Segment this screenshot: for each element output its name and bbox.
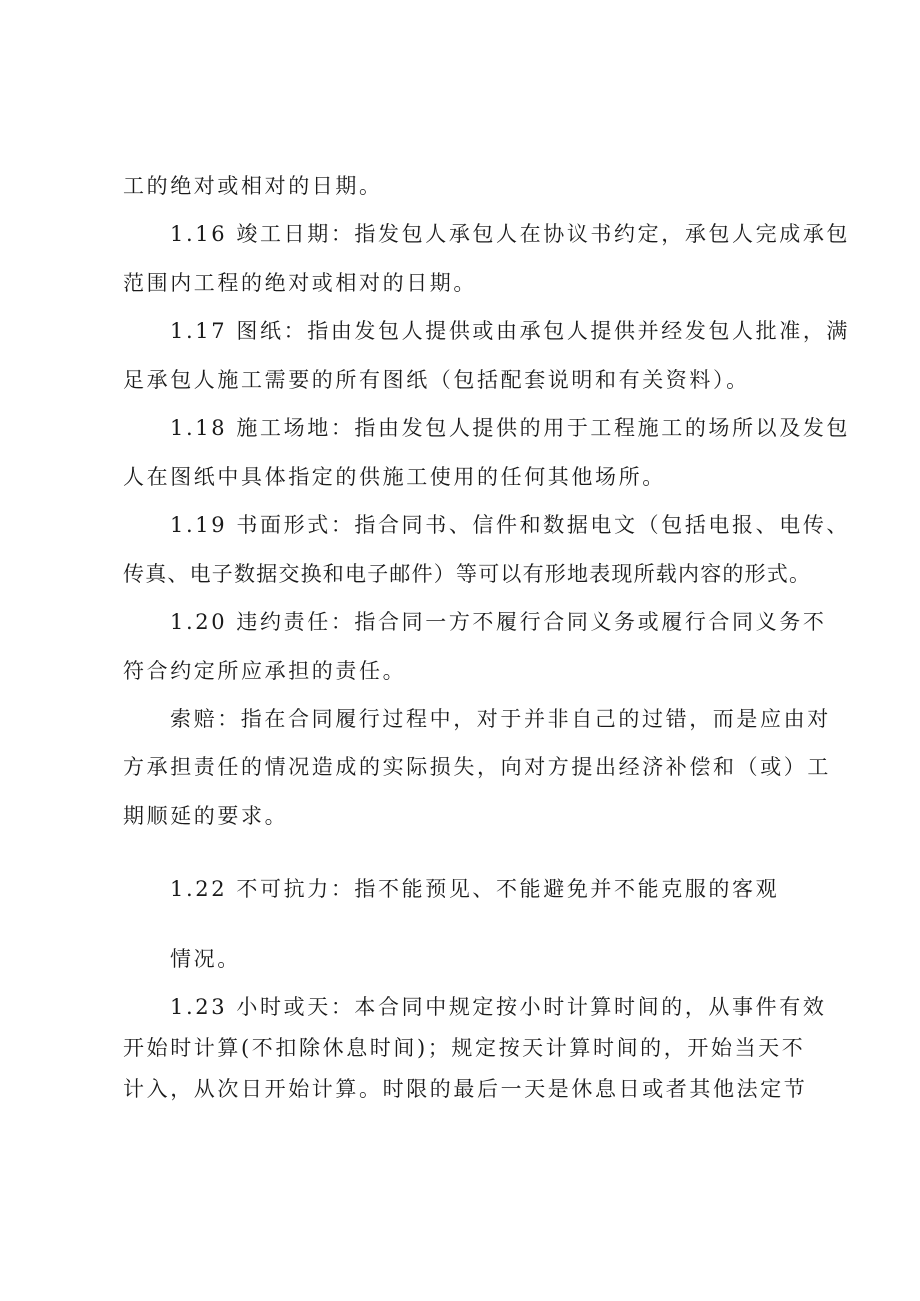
text-line: 1.23 小时或天：本合同中规定按小时计算时间的，从事件有效	[170, 995, 827, 1019]
text-line: 1.17 图纸：指由发包人提供或由承包人提供并经发包人批准，满	[170, 319, 851, 343]
text-line: 1.20 违约责任：指合同一方不履行合同义务或履行合同义务不	[170, 610, 827, 634]
text-line: 1.16 竣工日期：指发包人承包人在协议书约定，承包人完成承包	[170, 222, 851, 246]
text-line: 工的绝对或相对的日期。	[123, 174, 383, 198]
text-line: 范围内工程的绝对或相对的日期。	[123, 271, 477, 295]
text-line: 人在图纸中具体指定的供施工使用的任何其他场所。	[123, 465, 666, 489]
text-line: 1.19 书面形式：指合同书、信件和数据电文（包括电报、电传、	[170, 513, 851, 537]
text-line: 足承包人施工需要的所有图纸（包括配套说明和有关资料）。	[123, 368, 750, 392]
text-line: 1.18 施工场地：指由发包人提供的用于工程施工的场所以及发包	[170, 416, 851, 440]
text-line: 期顺延的要求。	[123, 804, 289, 828]
text-line: 传真、电子数据交换和电子邮件）等可以有形地表现所载内容的形式。	[123, 562, 812, 586]
text-line: 计入，从次日开始计算。时限的最后一天是休息日或者其他法定节	[123, 1077, 808, 1101]
text-line: 情况。	[170, 947, 241, 971]
text-line: 符合约定所应承担的责任。	[123, 659, 407, 683]
text-line: 方承担责任的情况造成的实际损失，向对方提出经济补偿和（或）工	[123, 755, 831, 779]
text-line: 索赔：指在合同履行过程中，对于并非自己的过错，而是应由对	[170, 707, 831, 731]
text-line: 1.22 不可抗力：指不能预见、不能避免并不能克服的客观	[170, 877, 780, 901]
text-line: 开始时计算(不扣除休息时间)；规定按天计算时间的，开始当天不	[123, 1036, 806, 1060]
